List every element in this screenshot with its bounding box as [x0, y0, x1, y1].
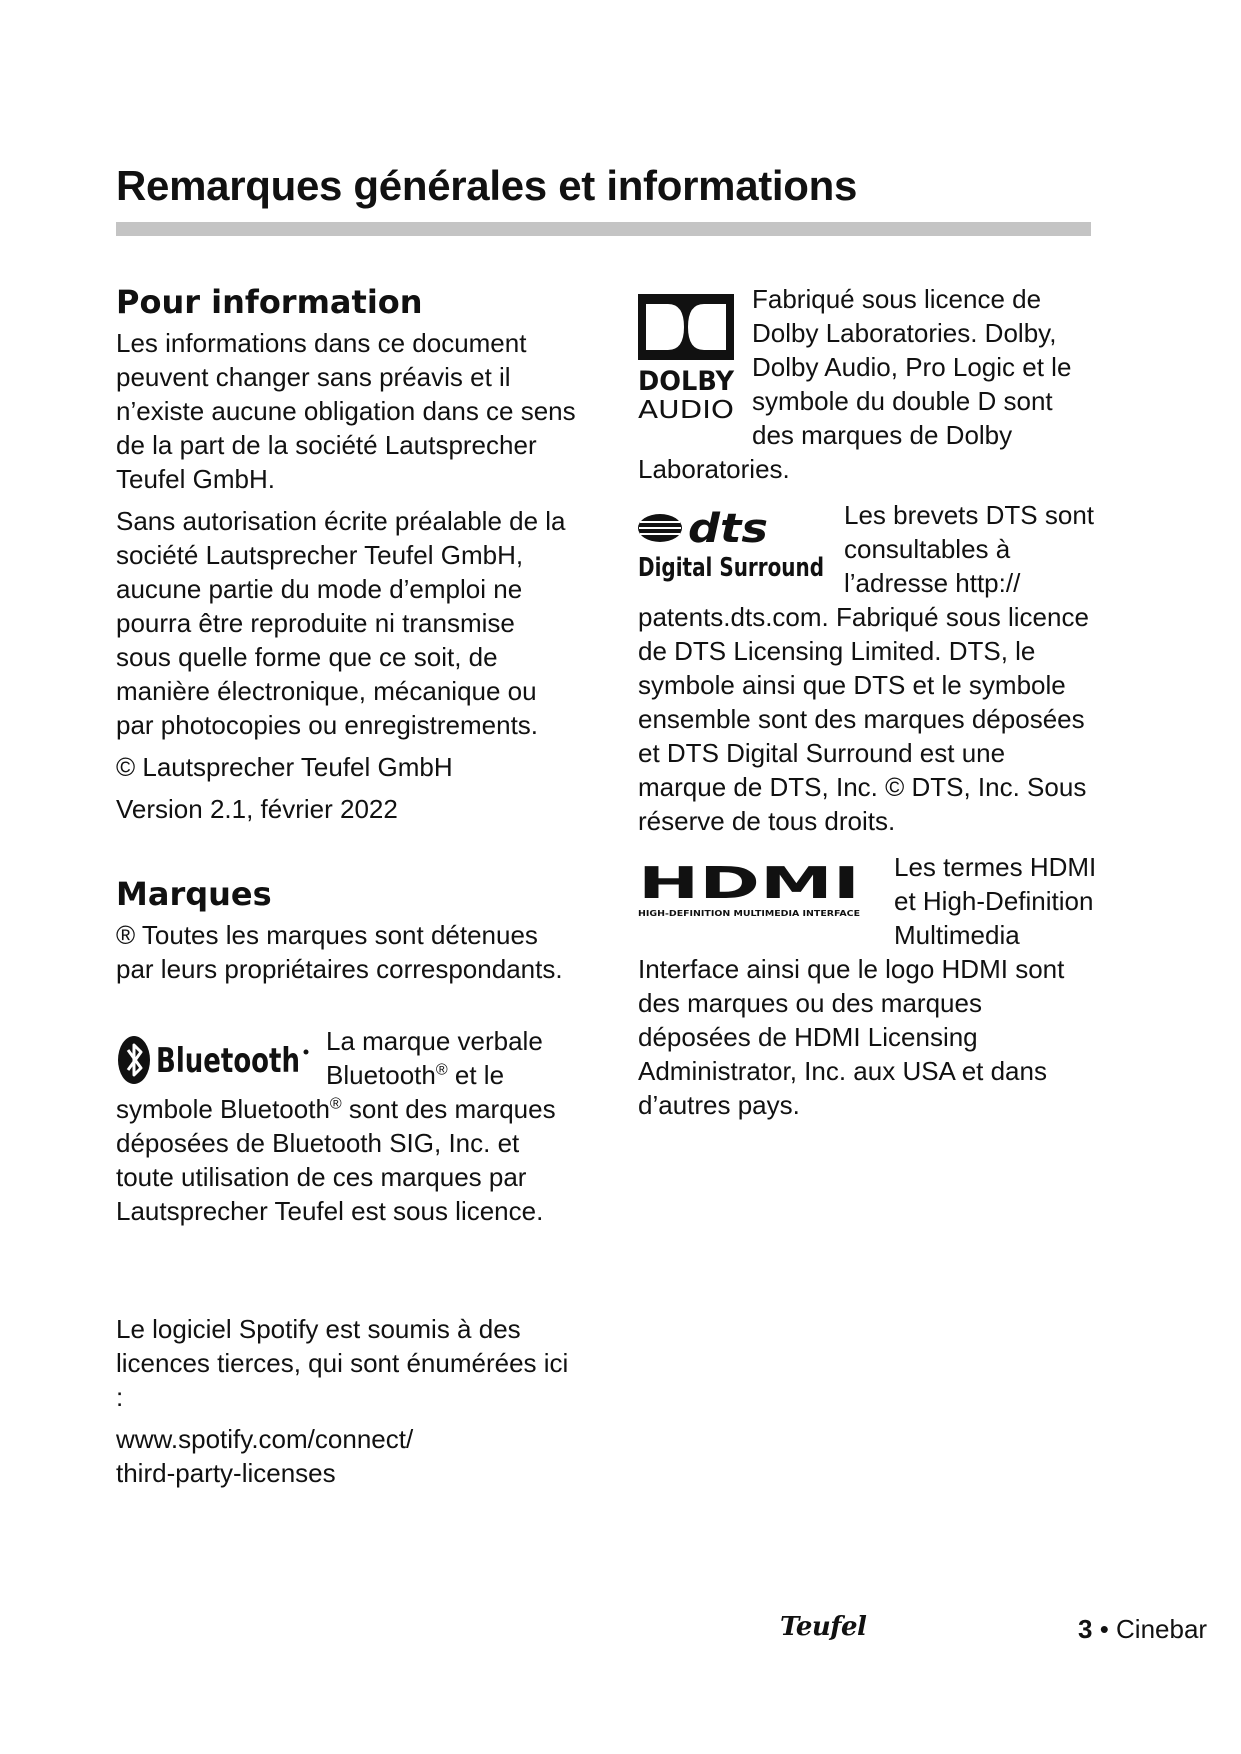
bluetooth-text-2: et le symbole Bluetooth — [116, 1060, 505, 1124]
page-title: Remarques générales et informations — [116, 162, 858, 209]
spotify-url-line-2: third-party-licenses — [116, 1458, 336, 1488]
spotify-url — [116, 1422, 576, 1490]
dts-logo-word-1: dts — [688, 506, 768, 552]
title-rule — [116, 222, 1091, 236]
hdmi-text: Les termes HDMI et High-Definition Multimedia Interface ainsi que le logo HDMI sont des marques ou des marques déposées de HDMI Licensing Administrator, Inc. aux USA et dans d’autres pays. — [638, 852, 1097, 1120]
hdmi-logo — [638, 860, 876, 922]
teufel-logo: Teufel — [780, 1612, 867, 1642]
hdmi-logo-sub: HIGH-DEFINITION MULTIMEDIA INTERFACE — [638, 909, 860, 918]
product-name: Cinebar — [1116, 1614, 1208, 1644]
copyright-line: © Lautsprecher Teufel GmbH — [116, 752, 453, 782]
right-column — [638, 282, 1098, 1134]
info-paragraph-2: Sans autorisation écrite préalable de la société Lautsprecher Teufel GmbH, aucune partie du mode d’emploi ne pourra être reproduite ni transmise sous quelle forme que ce soit, de manière électronique, mécanique ou par photocopies ou enregistrements. — [116, 506, 566, 740]
bluetooth-reg-2: ® — [329, 1095, 342, 1113]
spotify-text: Le logiciel Spotify est soumis à des licences tierces, qui sont énumérées ici : — [116, 1314, 569, 1412]
spotify-url-line-1: www.spotify.com/connect/ — [116, 1424, 414, 1454]
dolby-logo-word-2: AUDIO — [638, 395, 734, 424]
dolby-block — [638, 282, 1098, 486]
dolby-text: Fabriqué sous licence de Dolby Laboratories. Dolby, Dolby Audio, Pro Logic et le symbole du double D sont des marques de Dolby Laboratories. — [638, 284, 1072, 484]
dolby-logo-word-1: DOLBY — [638, 366, 735, 397]
hdmi-logo-word: HDMI — [638, 858, 860, 909]
bluetooth-block — [116, 1024, 576, 1228]
bluetooth-logo-text: Bluetooth — [156, 1041, 300, 1081]
dolby-logo — [638, 292, 735, 424]
dts-logo — [638, 506, 828, 582]
page-footer — [1078, 1614, 1220, 1645]
dts-block — [638, 498, 1098, 838]
left-column — [116, 282, 576, 1490]
marques-intro: ® Toutes les marques sont détenues par leurs propriétaires correspondants. — [116, 920, 563, 984]
bluetooth-text-1: La marque verbale Bluetooth — [326, 1026, 543, 1090]
page-number: 3 — [1078, 1614, 1093, 1644]
bluetooth-reg-1: ® — [435, 1061, 448, 1079]
dts-logo-word-2: Digital Surround — [638, 553, 824, 583]
version-line: Version 2.1, février 2022 — [116, 794, 398, 824]
info-paragraph-1: Les informations dans ce document peuvent changer sans préavis et il n’existe aucune obligation dans ce sens de la part de la société Lautsprecher Teufel GmbH. — [116, 328, 576, 494]
pour-information-heading: Pour information — [116, 283, 423, 321]
hdmi-block — [638, 850, 1098, 1122]
dts-text: Les brevets DTS sont consultables à l’adresse http:// patents.dts.com. Fabriqué sous licence de DTS Licensing Limited. DTS, le symbole ainsi que DTS et le symbole ensemble sont des marques déposées et DTS Digital Surround est une marque de DTS, Inc. © DTS, Inc. Sous réserve de tous droits. — [638, 500, 1094, 836]
bluetooth-logo — [116, 1030, 312, 1090]
footer-separator: • — [1092, 1614, 1117, 1644]
bluetooth-text-3: sont des marques déposées de Bluetooth SIG, Inc. et toute utilisation de ces marques par Lautsprecher Teufel est sous licence. — [116, 1094, 556, 1226]
marques-heading: Marques — [116, 875, 272, 913]
